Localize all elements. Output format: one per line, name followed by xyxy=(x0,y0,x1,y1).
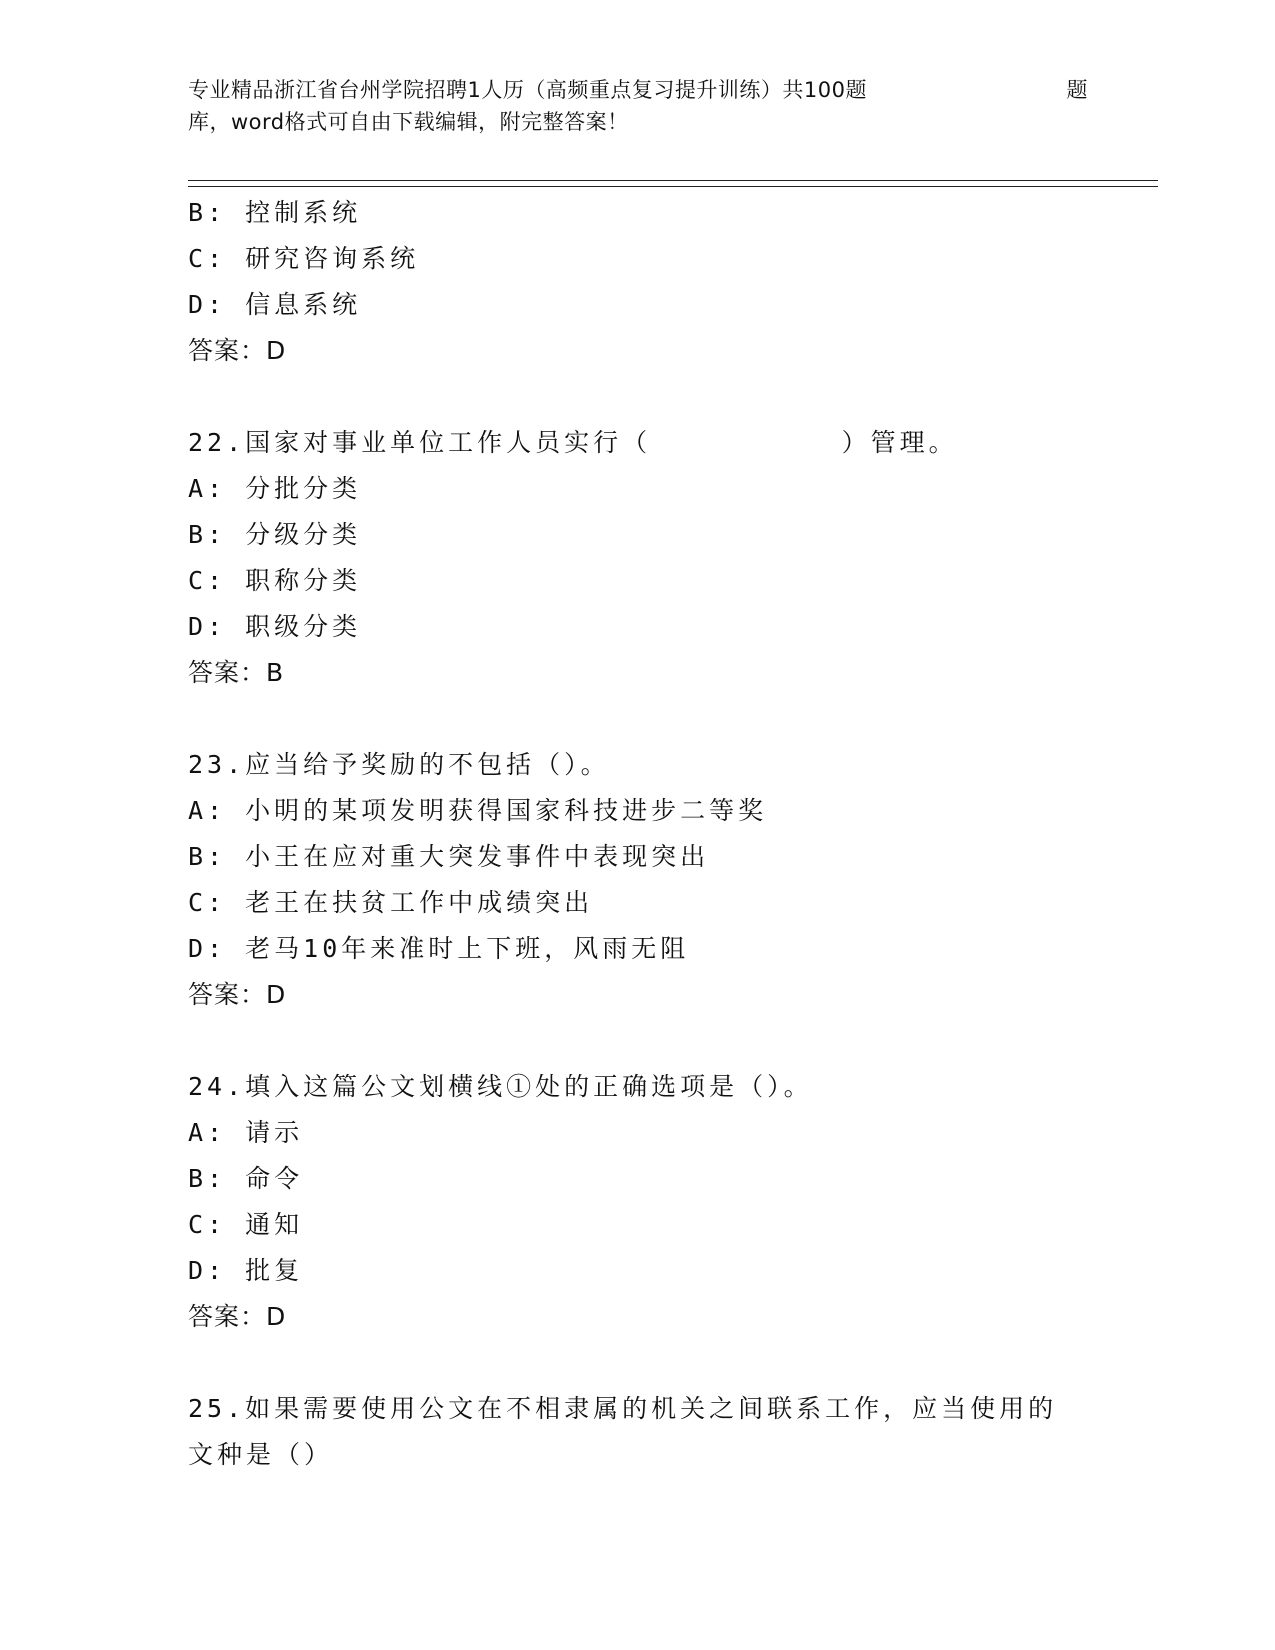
question-stem: 25.如果需要使用公文在不相隶属的机关之间联系工作，应当使用的文种是（） xyxy=(188,1394,1058,1469)
option-d: D: 老马10年来准时上下班，风雨无阻 xyxy=(188,934,690,963)
option-b: B: 小王在应对重大突发事件中表现突出 xyxy=(188,842,710,871)
question-block-23 xyxy=(188,742,1088,1018)
page-header xyxy=(188,74,1088,138)
option-b: B: 命令 xyxy=(188,1164,304,1193)
answer-line: 答案：D xyxy=(188,980,287,1009)
option-b: B: 分级分类 xyxy=(188,520,362,549)
option-a: A: 小明的某项发明获得国家科技进步二等奖 xyxy=(188,796,768,825)
header-line-1 xyxy=(188,74,1088,106)
answer-line: 答案：D xyxy=(188,336,287,365)
header-line-2: 库，word格式可自由下载编辑，附完整答案！ xyxy=(188,110,629,134)
spacer xyxy=(188,374,1088,420)
answer-line: 答案：D xyxy=(188,1302,287,1331)
question-block-21 xyxy=(188,190,1088,374)
question-block-25 xyxy=(188,1386,1088,1478)
question-block-24 xyxy=(188,1064,1088,1340)
option-d: D: 信息系统 xyxy=(188,290,362,319)
answer-line: 答案：B xyxy=(188,658,285,687)
option-c: C: 通知 xyxy=(188,1210,304,1239)
option-b: B: 控制系统 xyxy=(188,198,362,227)
option-a: A: 请示 xyxy=(188,1118,304,1147)
option-d: D: 职级分类 xyxy=(188,612,362,641)
question-block-22 xyxy=(188,420,1088,696)
header-divider xyxy=(188,180,1158,187)
option-c: C: 研究咨询系统 xyxy=(188,244,420,273)
question-stem: 23.应当给予奖励的不包括（）。 xyxy=(188,750,610,779)
header-title: 专业精品浙江省台州学院招聘1人历（高频重点复习提升训练）共100题 xyxy=(188,78,867,102)
header-title-tail: 题 xyxy=(1066,78,1088,102)
option-d: D: 批复 xyxy=(188,1256,304,1285)
option-c: C: 职称分类 xyxy=(188,566,362,595)
question-stem: 24.填入这篇公文划横线①处的正确选项是（）。 xyxy=(188,1072,813,1101)
spacer xyxy=(188,1340,1088,1386)
spacer xyxy=(188,696,1088,742)
option-c: C: 老王在扶贫工作中成绩突出 xyxy=(188,888,594,917)
spacer xyxy=(188,1018,1088,1064)
question-stem: 22.国家对事业单位工作人员实行（ ）管理。 xyxy=(188,428,958,457)
document-body xyxy=(188,190,1088,1478)
option-a: A: 分批分类 xyxy=(188,474,362,503)
